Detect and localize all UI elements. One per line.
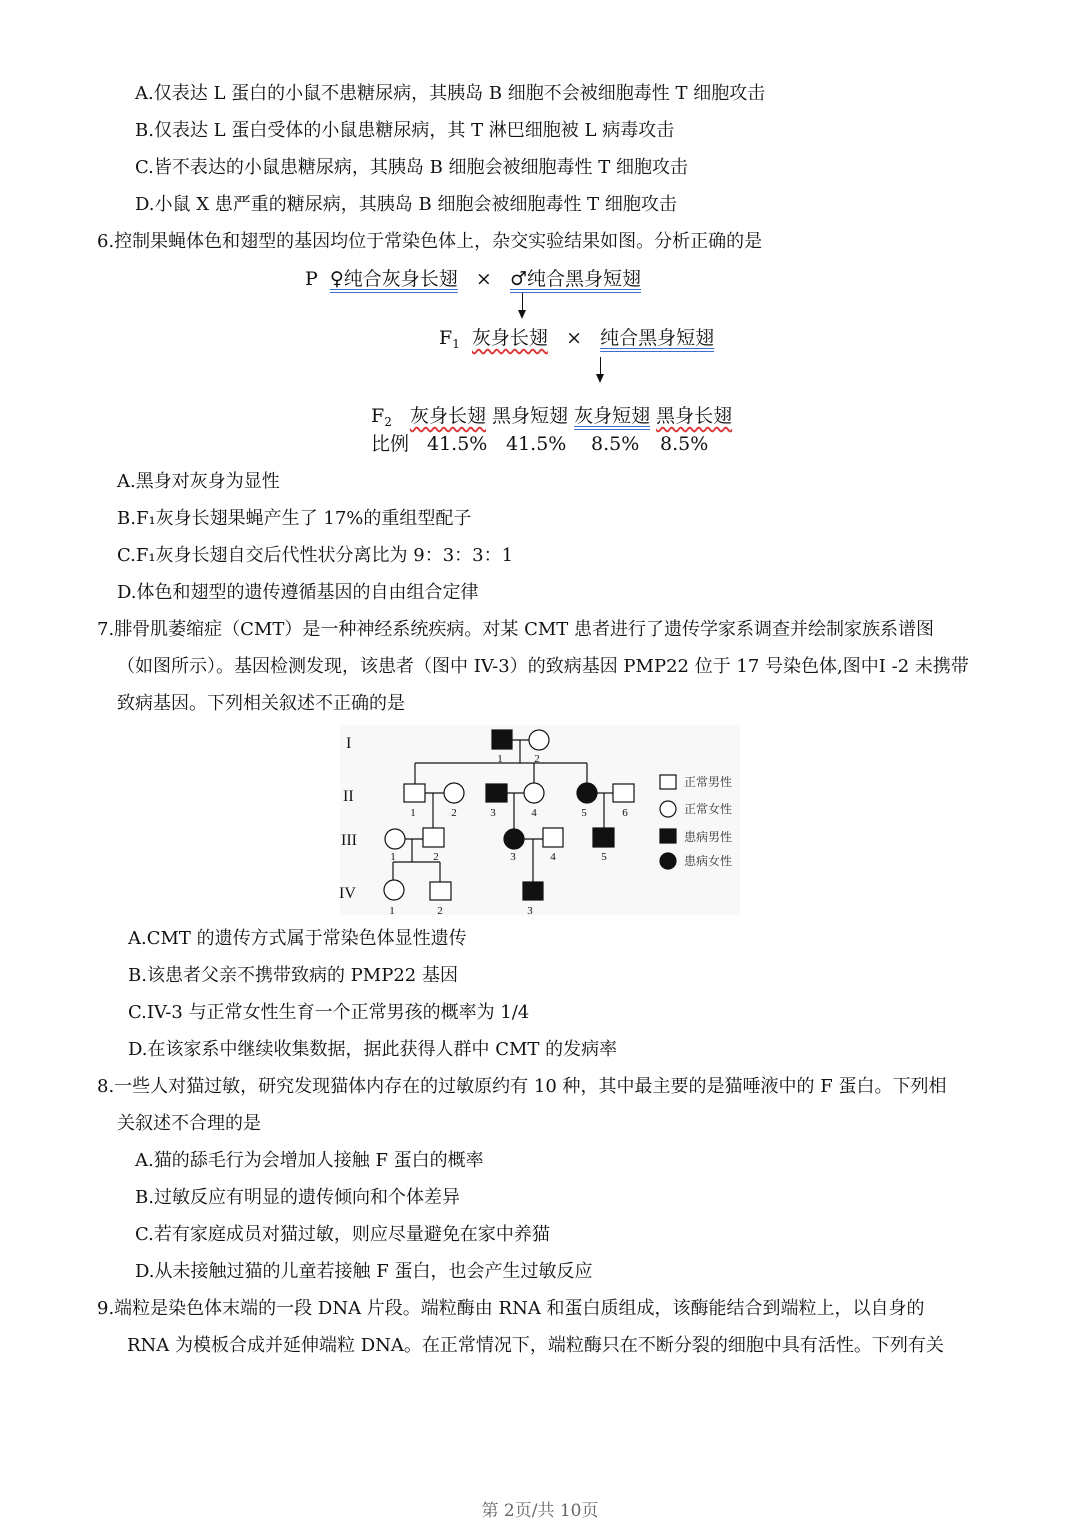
member-number: 6	[622, 807, 628, 819]
ratio-value: 41.5%	[427, 433, 488, 455]
cross-sign: ×	[475, 268, 492, 290]
f1-phenotype: 灰身长翅	[471, 327, 548, 349]
q8-option-b: B.过敏反应有明显的遗传倾向和个体差异	[135, 1187, 460, 1208]
normal-male	[613, 784, 634, 802]
f2-phenotype: 黑身短翅	[492, 405, 569, 427]
arrow-down-icon	[522, 293, 523, 317]
page-footer: 第 2页/共 10页	[481, 1501, 599, 1521]
q7-option-c: C.IV-3 与正常女性生育一个正常男孩的概率为 1/4	[128, 1002, 530, 1023]
affected-male	[593, 828, 614, 847]
ratio-value: 41.5%	[506, 433, 567, 455]
member-number: 1	[389, 905, 395, 917]
generation-label: III	[341, 832, 357, 849]
legend-label: 正常男性	[684, 775, 733, 789]
ratio-value: 8.5%	[591, 433, 640, 455]
f2-phenotype: 灰身长翅	[409, 405, 486, 427]
pedigree-chart	[330, 720, 750, 920]
f2-sub: 2	[384, 415, 392, 429]
legend-normal-male	[660, 775, 676, 789]
q7-stem-line: 致病基因。下列相关叙述不正确的是	[117, 693, 405, 714]
normal-male	[423, 828, 444, 847]
male-parent: ♂纯合黑身短翅	[509, 268, 641, 290]
affected-male	[523, 882, 543, 900]
ratio-label: 比例	[371, 433, 410, 455]
normal-female	[444, 783, 464, 803]
member-number: 2	[437, 905, 443, 917]
member-number: 3	[527, 905, 533, 917]
affected-female	[577, 783, 597, 803]
member-number: 1	[497, 753, 503, 765]
p-label: P	[305, 268, 318, 290]
normal-male	[430, 882, 451, 900]
q5-option-d: D.小鼠 X 患严重的糖尿病，其胰岛 B 细胞会被细胞毒性 T 细胞攻击	[135, 194, 677, 215]
q9-stem-line: RNA 为模板合成并延伸端粒 DNA。在正常情况下，端粒酶只在不断分裂的细胞中具有活性。下列有关	[127, 1335, 944, 1356]
member-number: 5	[601, 851, 607, 863]
q7-option-d: D.在该家系中继续收集数据，据此获得人群中 CMT 的发病率	[128, 1039, 618, 1060]
member-number: 1	[390, 851, 396, 863]
q6-option-b: B.F₁灰身长翅果蝇产生了 17%的重组型配子	[117, 508, 472, 529]
generation-label: II	[343, 788, 354, 805]
cross-sign: ×	[566, 327, 582, 349]
f2-phenotype: 灰身短翅	[574, 405, 651, 427]
legend-normal-female	[660, 801, 676, 817]
arrow-down-icon	[600, 357, 601, 381]
q8-option-d: D.从未接触过猫的儿童若接触 F 蛋白，也会产生过敏反应	[135, 1261, 593, 1282]
member-number: 4	[550, 851, 556, 863]
normal-female	[385, 829, 405, 849]
q6-option-a: A.黑身对灰身为显性	[117, 471, 280, 492]
legend-affected-female	[660, 853, 676, 869]
ratio-value: 8.5%	[660, 433, 709, 455]
generation-label: I	[346, 735, 352, 752]
member-number: 1	[410, 807, 416, 819]
q5-option-c: C.皆不表达的小鼠患糖尿病，其胰岛 B 细胞会被细胞毒性 T 细胞攻击	[135, 157, 688, 178]
normal-female	[529, 730, 549, 750]
f1-mate: 纯合黑身短翅	[600, 327, 715, 349]
f2-label: F	[371, 405, 385, 427]
member-number: 2	[433, 851, 439, 863]
affected-male	[486, 784, 507, 802]
legend-label: 患病女性	[684, 854, 733, 868]
normal-female	[524, 783, 544, 803]
q5-option-a: A.仅表达 L 蛋白的小鼠不患糖尿病，其胰岛 B 细胞不会被细胞毒性 T 细胞攻击	[135, 83, 766, 104]
affected-female	[504, 829, 524, 849]
member-number: 5	[581, 807, 587, 819]
normal-female	[384, 880, 404, 900]
generation-label: IV	[339, 885, 356, 902]
q8-option-a: A.猫的舔毛行为会增加人接触 F 蛋白的概率	[135, 1150, 484, 1171]
member-number: 3	[490, 807, 496, 819]
legend-label: 正常女性	[684, 802, 733, 816]
q7-stem-line: 7.腓骨肌萎缩症（CMT）是一种神经系统疾病。对某 CMT 患者进行了遗传学家系调查并绘制家族系谱图	[97, 619, 935, 640]
legend-affected-male	[660, 829, 676, 843]
member-number: 2	[534, 753, 540, 765]
q7-stem-line: （如图所示）。基因检测发现，该患者（图中 IV-3）的致病基因 PMP22 位于 17 号染色体,图中Ⅰ -2 未携带	[117, 656, 969, 677]
ratio-row	[371, 432, 709, 456]
f1-sub: 1	[452, 337, 460, 351]
f1-label: F	[439, 327, 453, 349]
q9-stem-line: 9.端粒是染色体末端的一段 DNA 片段。端粒酶由 RNA 和蛋白质组成，该酶能结合到端粒上，以自身的	[97, 1298, 925, 1319]
q8-stem-line: 关叙述不合理的是	[117, 1113, 261, 1134]
legend-label: 患病男性	[684, 830, 733, 844]
q7-option-b: B.该患者父亲不携带致病的 PMP22 基因	[128, 965, 458, 986]
member-number: 3	[510, 851, 516, 863]
female-parent: ♀纯合灰身长翅	[329, 268, 458, 290]
q5-option-b: B.仅表达 L 蛋白受体的小鼠患糖尿病，其 T 淋巴细胞被 L 病毒攻击	[135, 120, 675, 141]
q6-option-d: D.体色和翅型的遗传遵循基因的自由组合定律	[117, 582, 479, 603]
q8-option-c: C.若有家庭成员对猫过敏，则应尽量避免在家中养猫	[135, 1224, 550, 1245]
q6-stem: 6.控制果蝇体色和翅型的基因均位于常染色体上，杂交实验结果如图。分析正确的是	[97, 231, 763, 252]
q7-option-a: A.CMT 的遗传方式属于常染色体显性遗传	[128, 928, 467, 949]
member-number: 4	[531, 807, 537, 819]
f2-phenotype: 黑身长翅	[656, 405, 733, 427]
normal-male	[543, 828, 563, 847]
member-number: 2	[451, 807, 457, 819]
q6-option-c: C.F₁灰身长翅自交后代性状分离比为 9：3：3：1	[117, 545, 514, 566]
affected-male	[492, 730, 512, 749]
normal-male	[404, 784, 425, 802]
q8-stem-line: 8.一些人对猫过敏，研究发现猫体内存在的过敏原约有 10 种，其中最主要的是猫唾液中的 F 蛋白。下列相	[97, 1076, 947, 1097]
